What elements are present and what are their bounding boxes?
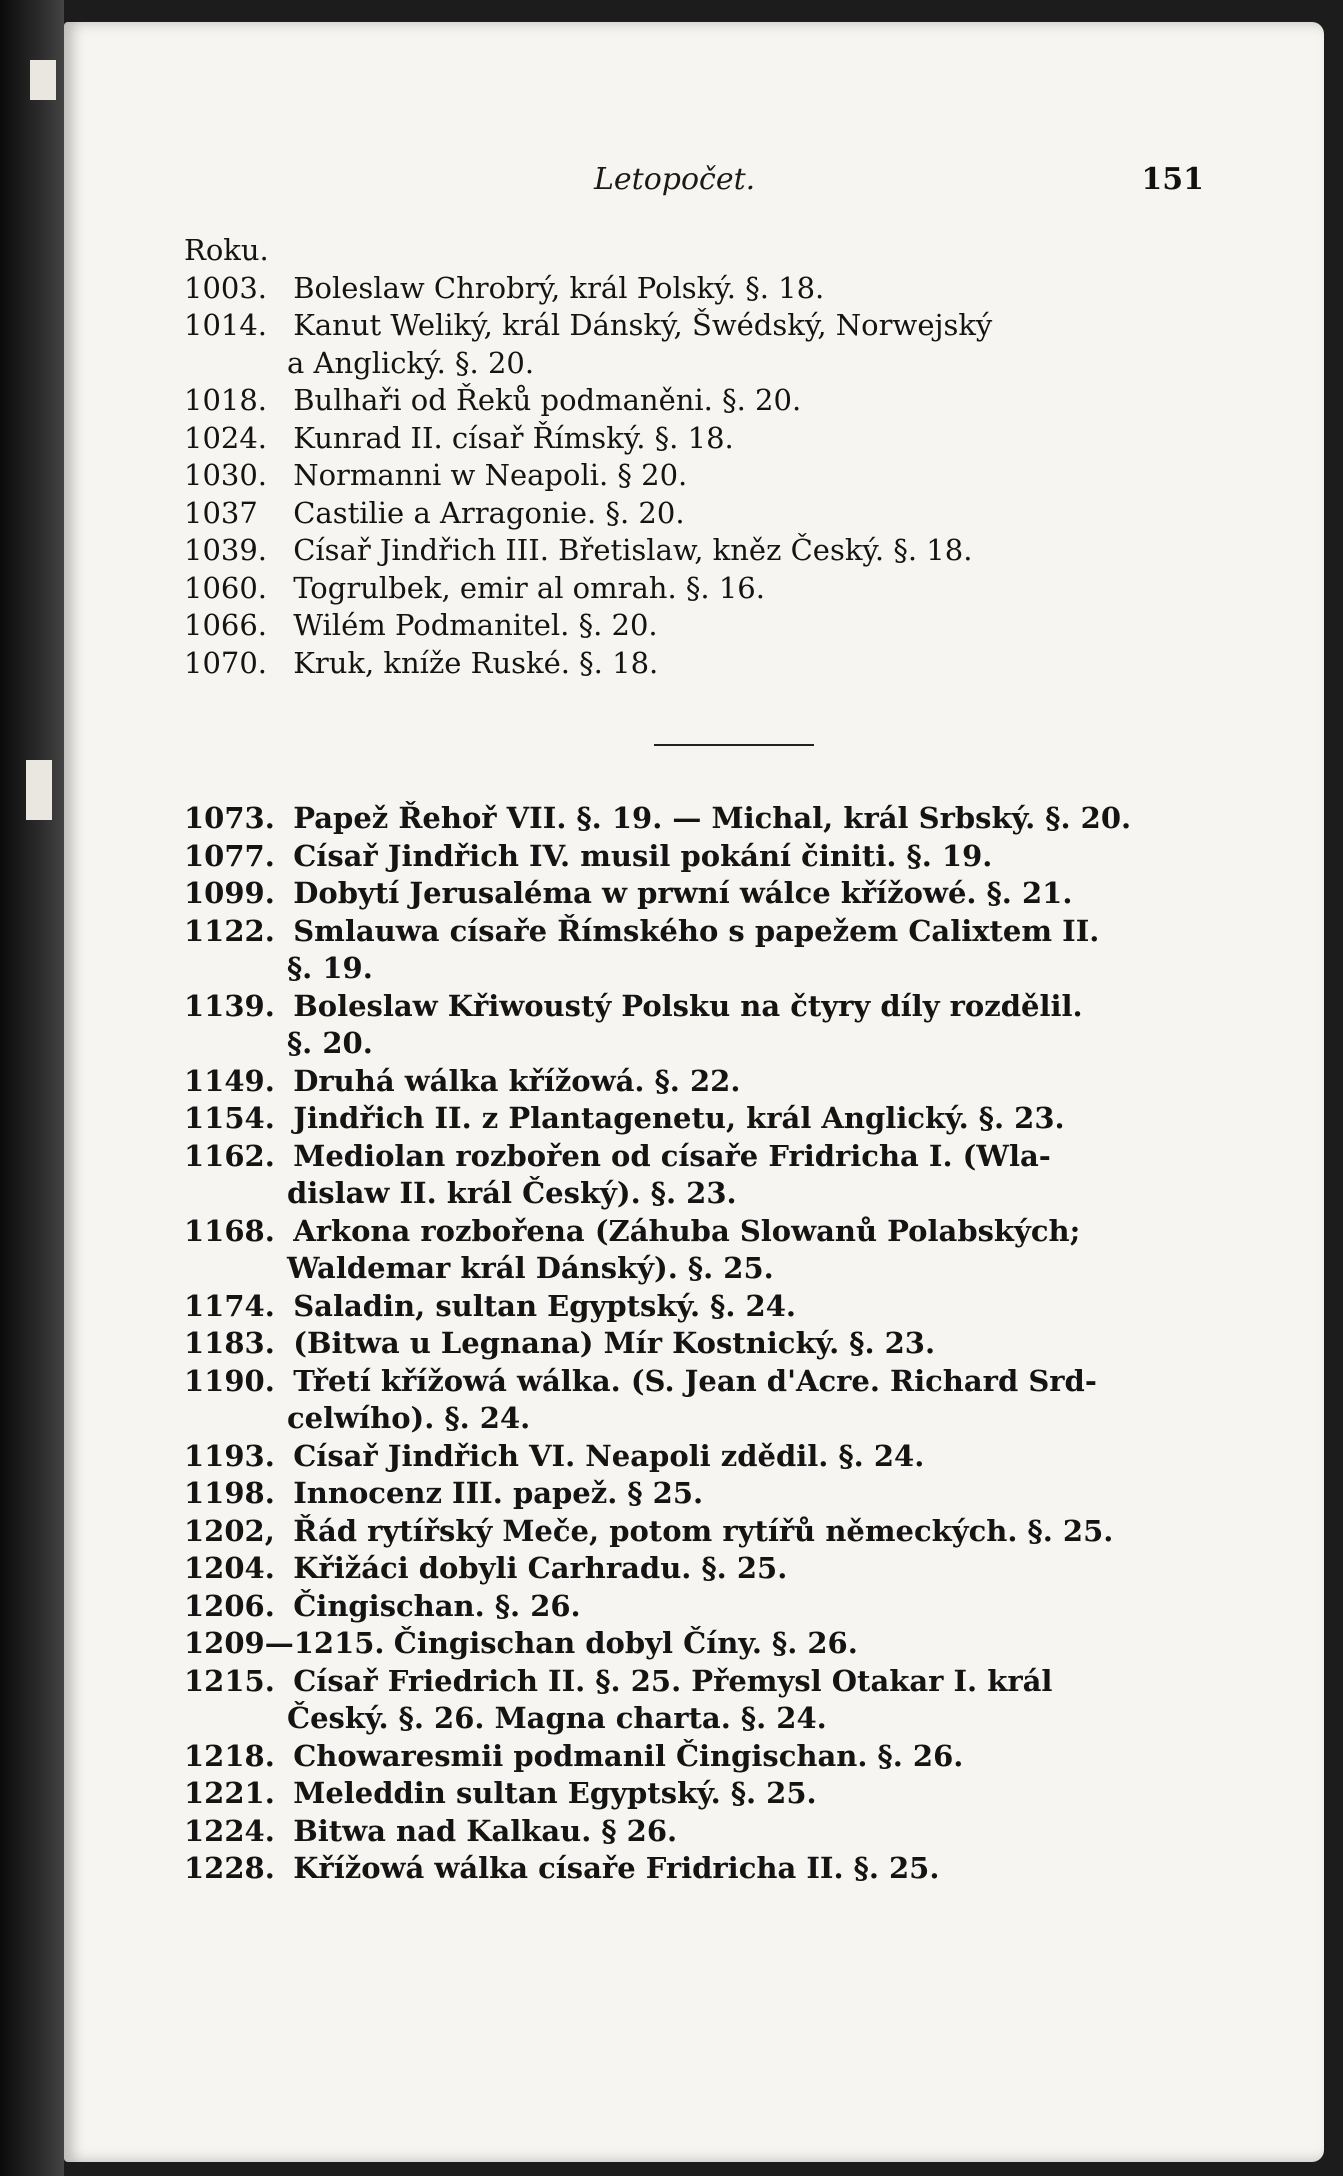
chronology-entry bbox=[184, 420, 1284, 458]
entry-year: 1099. bbox=[184, 876, 275, 910]
entry-text: Saladin, sultan Egyptský. §. 24. bbox=[293, 1288, 796, 1323]
chronology-entry bbox=[184, 1850, 1284, 1888]
entry-text: Čingischan dobyl Číny. §. 26. bbox=[393, 1626, 858, 1660]
entry-text: dislaw II. král Český). §. 23. bbox=[287, 1176, 737, 1210]
running-title: Letopočet. bbox=[594, 162, 756, 197]
chronology-entry bbox=[184, 1250, 1284, 1288]
entry-year: 1202, bbox=[184, 1513, 275, 1548]
entry-text: Wilém Podmanitel. §. 20. bbox=[293, 608, 658, 642]
chronology-entry bbox=[184, 1738, 1284, 1776]
entry-text: Dobytí Jerusaléma w prwní wálce křížowé. §. 21. bbox=[293, 876, 1073, 910]
chronology-entry bbox=[184, 1438, 1284, 1476]
entry-text: Normanni w Neapoli. § 20. bbox=[293, 458, 688, 492]
entry-year: 1183. bbox=[184, 1326, 275, 1360]
chronology-entry bbox=[184, 1288, 1284, 1326]
entry-year: 1070. bbox=[184, 645, 268, 680]
entry-year: 1204. bbox=[184, 1551, 275, 1585]
chronology-entry bbox=[184, 1063, 1284, 1101]
entry-text: Innocenz III. papež. § 25. bbox=[293, 1476, 704, 1510]
entry-year: 1139. bbox=[184, 988, 275, 1023]
chronology-entry bbox=[184, 607, 1284, 645]
chronology-entry bbox=[184, 1663, 1284, 1701]
book-spine bbox=[0, 0, 64, 2176]
entry-year: 1221. bbox=[184, 1776, 275, 1810]
entry-year: 1014. bbox=[184, 308, 268, 342]
entry-text: Bitwa nad Kalkau. § 26. bbox=[293, 1813, 678, 1848]
chronology-entry bbox=[184, 307, 1284, 345]
entry-year: 1003. bbox=[184, 270, 268, 305]
entry-year: 1162. bbox=[184, 1138, 275, 1173]
entry-text: Císař Jindřich III. Břetislaw, kněz Český. §. 18. bbox=[293, 533, 973, 567]
intro-label: Roku. bbox=[184, 233, 269, 267]
chronology-entry bbox=[184, 1400, 1284, 1438]
chronology-entry bbox=[184, 1625, 1284, 1663]
chronology-entry bbox=[184, 875, 1284, 913]
chronology-entry bbox=[184, 1700, 1284, 1738]
entry-year: 1066. bbox=[184, 608, 268, 642]
entry-year: 1037 bbox=[184, 495, 258, 530]
chronology-entry bbox=[184, 345, 1284, 383]
entry-text: Císař Jindřich IV. musil pokání činiti. §. 19. bbox=[293, 838, 993, 873]
entry-text: Kunrad II. císař Římský. §. 18. bbox=[293, 420, 734, 455]
entry-text: Togrulbek, emir al omrah. §. 16. bbox=[293, 570, 765, 605]
entry-text: Castilie a Arragonie. §. 20. bbox=[293, 495, 685, 530]
entry-text: Český. §. 26. Magna charta. §. 24. bbox=[287, 1701, 827, 1735]
entry-text: Boleslaw Křiwoustý Polsku na čtyry díly rozdělil. bbox=[293, 988, 1083, 1023]
entry-text: Křížowá wálka císaře Fridricha II. §. 25. bbox=[293, 1851, 940, 1885]
entry-text: Papež Řehoř VII. §. 19. — Michal, král Srbský. §. 20. bbox=[293, 801, 1132, 835]
chronology-entry bbox=[184, 1213, 1284, 1251]
entry-text: Třetí křížowá wálka. (S. Jean d'Acre. Richard Srd- bbox=[293, 1363, 1097, 1398]
chronology-block-1 bbox=[184, 270, 1284, 683]
chronology-entry bbox=[184, 1513, 1284, 1551]
spine-mark bbox=[26, 760, 52, 820]
entry-year: 1077. bbox=[184, 838, 275, 873]
chronology-entry bbox=[184, 270, 1284, 308]
chronology-entry bbox=[184, 1325, 1284, 1363]
entry-year: 1030. bbox=[184, 458, 268, 492]
entry-year: 1193. bbox=[184, 1438, 275, 1473]
entry-text: celwího). §. 24. bbox=[287, 1401, 531, 1435]
chronology-entry bbox=[184, 1025, 1284, 1063]
entry-text: Císař Friedrich II. §. 25. Přemysl Otakar I. král bbox=[293, 1663, 1053, 1698]
entry-year: 1209—1215. bbox=[184, 1626, 385, 1660]
entry-year: 1149. bbox=[184, 1063, 275, 1098]
chronology-entry bbox=[184, 1363, 1284, 1401]
entry-text: Čingischan. §. 26. bbox=[293, 1588, 581, 1623]
entry-year: 1190. bbox=[184, 1363, 275, 1398]
entry-text: §. 19. bbox=[287, 951, 373, 985]
chronology-entry bbox=[184, 457, 1284, 495]
entry-text: Císař Jindřich VI. Neapoli zdědil. §. 24. bbox=[293, 1438, 925, 1473]
entry-text: Arkona rozbořena (Záhuba Slowanů Polabských; bbox=[293, 1213, 1081, 1248]
entry-text: Mediolan rozbořen od císaře Fridricha I. (Wla- bbox=[293, 1138, 1051, 1173]
entry-year: 1154. bbox=[184, 1101, 275, 1135]
entry-year: 1198. bbox=[184, 1476, 275, 1510]
entry-year: 1174. bbox=[184, 1288, 275, 1323]
entry-year: 1073. bbox=[184, 801, 275, 835]
chronology-entry bbox=[184, 645, 1284, 683]
chronology-list bbox=[184, 232, 1284, 1888]
chronology-entry bbox=[184, 532, 1284, 570]
entry-text: Smlauwa císaře Římského s papežem Calixtem II. bbox=[293, 913, 1100, 948]
spine-mark bbox=[30, 60, 56, 100]
entry-year: 1224. bbox=[184, 1813, 275, 1848]
entry-text: Waldemar král Dánský). §. 25. bbox=[287, 1251, 774, 1285]
entry-text: Křižáci dobyli Carhradu. §. 25. bbox=[293, 1551, 788, 1585]
entry-text: Boleslaw Chrobrý, král Polský. §. 18. bbox=[293, 270, 825, 305]
page-header bbox=[64, 162, 1324, 206]
entry-year: 1018. bbox=[184, 383, 268, 417]
chronology-entry bbox=[184, 1138, 1284, 1176]
book-page bbox=[64, 22, 1324, 2162]
entry-year: 1168. bbox=[184, 1213, 275, 1248]
entry-text: Jindřich II. z Plantagenetu, král Anglický. §. 23. bbox=[293, 1101, 1065, 1135]
chronology-entry bbox=[184, 913, 1284, 951]
entry-text: Bulhaři od Řeků podmaněni. §. 20. bbox=[293, 383, 802, 417]
chronology-entry bbox=[184, 838, 1284, 876]
entry-text: Meleddin sultan Egyptský. §. 25. bbox=[293, 1776, 817, 1810]
entry-text: Chowaresmii podmanil Čingischan. §. 26. bbox=[293, 1738, 964, 1773]
chronology-entry bbox=[184, 800, 1284, 838]
entry-year: 1206. bbox=[184, 1588, 275, 1623]
chronology-entry bbox=[184, 382, 1284, 420]
divider-rule bbox=[654, 744, 814, 746]
chronology-entry bbox=[184, 1475, 1284, 1513]
entry-text: (Bitwa u Legnana) Mír Kostnický. §. 23. bbox=[293, 1326, 936, 1360]
entry-year: 1122. bbox=[184, 913, 275, 948]
section-divider bbox=[184, 682, 1284, 800]
entry-text: Druhá wálka křížowá. §. 22. bbox=[293, 1063, 741, 1098]
entry-year: 1215. bbox=[184, 1663, 275, 1698]
entry-year: 1039. bbox=[184, 533, 268, 567]
chronology-entry bbox=[184, 1588, 1284, 1626]
entry-text: Kanut Weliký, král Dánský, Šwédský, Norwejský bbox=[293, 308, 993, 342]
entry-year: 1228. bbox=[184, 1851, 275, 1885]
chronology-entry bbox=[184, 1775, 1284, 1813]
chronology-entry bbox=[184, 950, 1284, 988]
entry-year: 1024. bbox=[184, 420, 268, 455]
chronology-entry bbox=[184, 1550, 1284, 1588]
entry-text: §. 20. bbox=[287, 1026, 373, 1060]
chronology-block-2 bbox=[184, 800, 1284, 1888]
entry-year: 1218. bbox=[184, 1738, 275, 1773]
entry-text: Řád rytířský Meče, potom rytířů německých. §. 25. bbox=[293, 1513, 1114, 1548]
chronology-entry bbox=[184, 1813, 1284, 1851]
chronology-entry bbox=[184, 495, 1284, 533]
chronology-entry bbox=[184, 570, 1284, 608]
entry-text: Kruk, kníže Ruské. §. 18. bbox=[293, 645, 659, 680]
chronology-entry bbox=[184, 988, 1284, 1026]
page-number: 151 bbox=[1141, 162, 1204, 197]
chronology-entry bbox=[184, 1175, 1284, 1213]
entry-text: a Anglický. §. 20. bbox=[287, 345, 535, 380]
entry-year: 1060. bbox=[184, 570, 268, 605]
chronology-entry bbox=[184, 1100, 1284, 1138]
